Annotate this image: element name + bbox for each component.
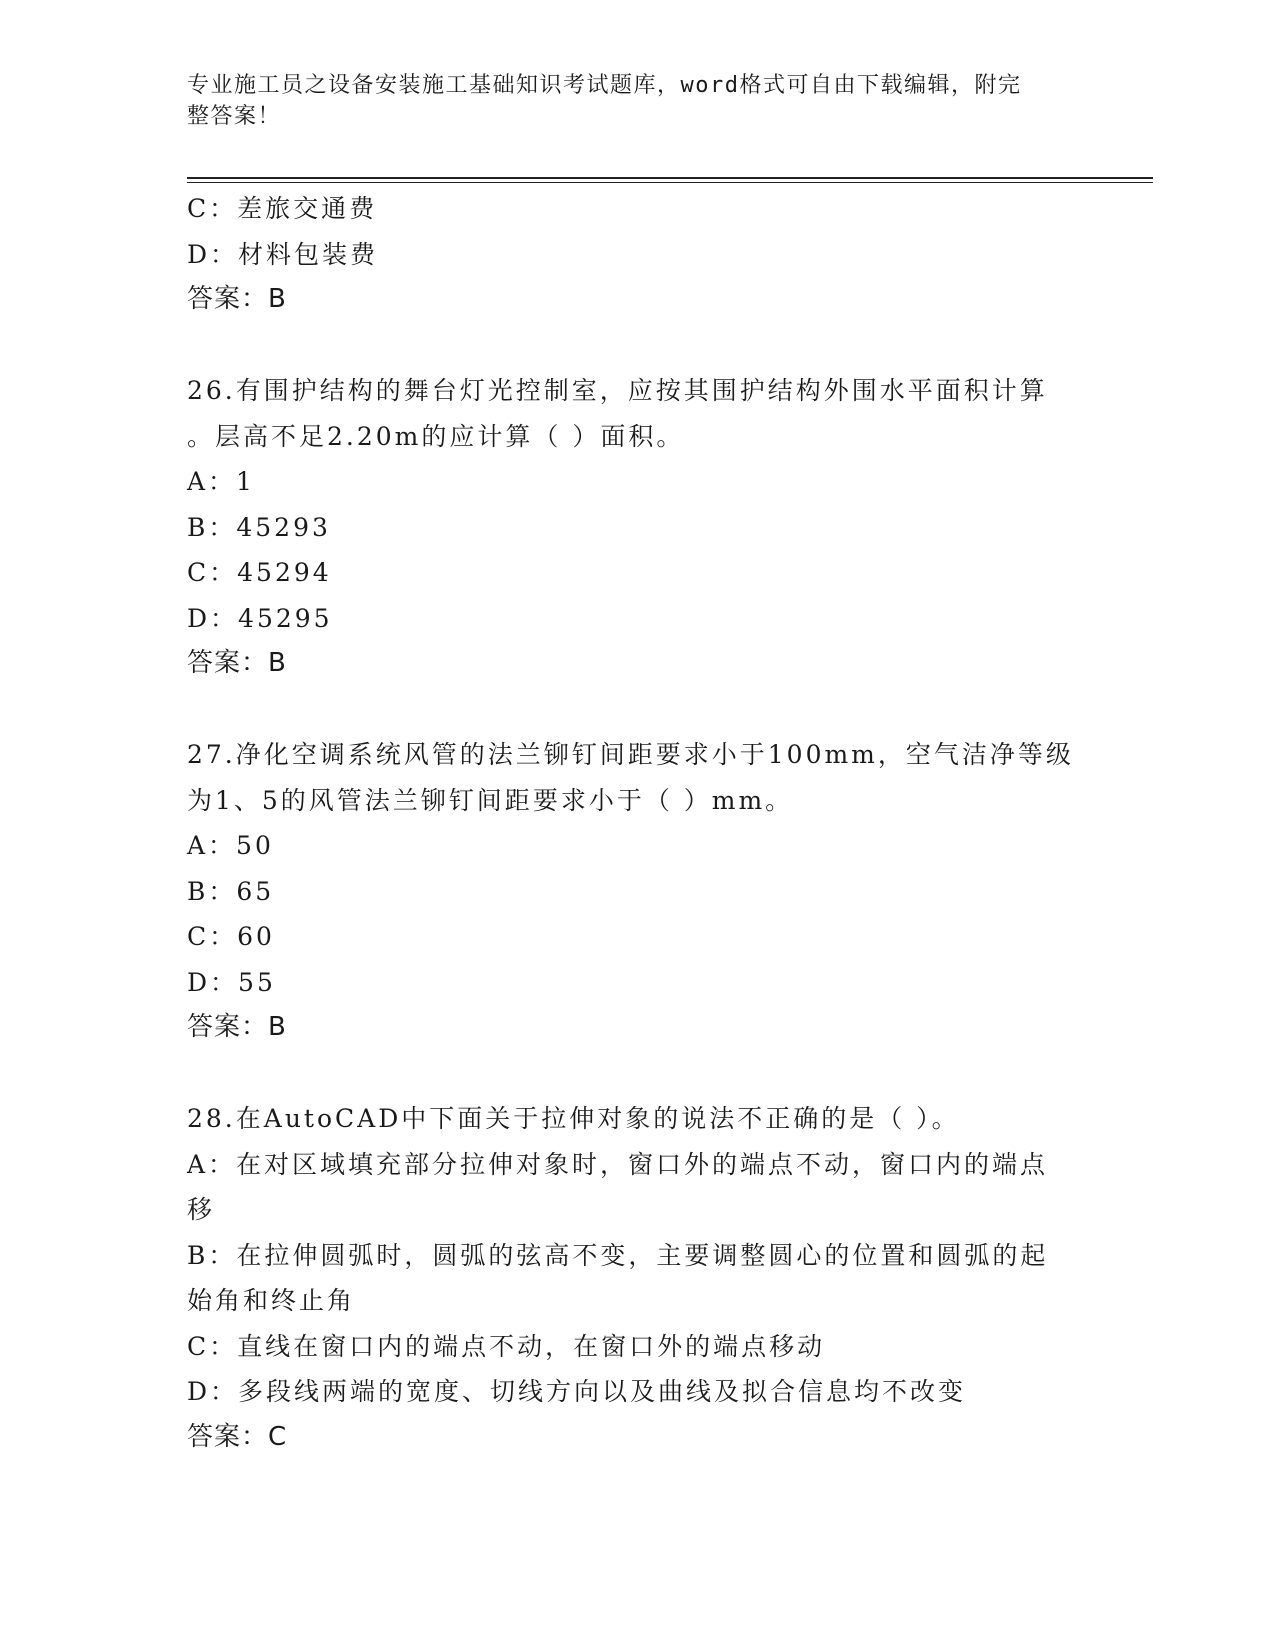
option-a-continued: 移	[187, 1195, 216, 1224]
header-divider-thin	[187, 182, 1153, 183]
question-26	[187, 368, 1087, 687]
option-a: A：50	[187, 831, 274, 860]
option-a: A：在对区域填充部分拉伸对象时，窗口外的端点不动，窗口内的端点	[187, 1149, 1049, 1179]
answer-line: 答案：B	[187, 648, 287, 678]
answer-line: 答案：B	[187, 284, 287, 314]
option-d: D：55	[187, 967, 276, 997]
header-divider-thick	[187, 177, 1153, 179]
answer-line: 答案：B	[187, 1012, 287, 1042]
spacer	[187, 1051, 1087, 1097]
answer-line: 答案：C	[187, 1421, 288, 1452]
question-stem-line-2: 。层高不足2.20m的应计算（ ）面积。	[187, 421, 685, 451]
spacer	[187, 687, 1087, 733]
option-c: C：直线在窗口内的端点不动，在窗口外的端点移动	[187, 1331, 826, 1361]
option-a: A：1	[187, 467, 255, 496]
option-b: B：在拉伸圆弧时，圆弧的弦高不变，主要调整圆心的位置和圆弧的起	[187, 1240, 1049, 1270]
header-title-line-1: 专业施工员之设备安装施工基础知识考试题库，word格式可自由下载编辑，附完	[187, 73, 1022, 98]
question-28	[187, 1096, 1087, 1460]
option-d: D：45295	[187, 603, 333, 633]
question-stem-line-1: 26.有围护结构的舞台灯光控制室，应按其围护结构外围水平面积计算	[187, 376, 1048, 405]
question-stem-line-2: 为1、5的风管法兰铆钉间距要求小于（ ）mm。	[187, 785, 794, 815]
document-header	[187, 70, 1067, 132]
option-b: B：45293	[187, 512, 331, 542]
spacer	[187, 323, 1087, 369]
option-c: C：45294	[187, 558, 332, 587]
question-27	[187, 732, 1087, 1051]
question-25-continued	[187, 186, 1087, 323]
document-body	[187, 186, 1087, 1460]
question-stem-line-1: 28.在AutoCAD中下面关于拉伸对象的说法不正确的是（ ）。	[187, 1104, 960, 1133]
option-c: C：差旅交通费	[187, 194, 378, 223]
option-b-continued: 始角和终止角	[187, 1286, 356, 1315]
header-title-line-2: 整答案！	[187, 104, 282, 129]
option-d: D：材料包装费	[187, 239, 379, 269]
option-d: D：多段线两端的宽度、切线方向以及曲线及拟合信息均不改变	[187, 1377, 967, 1406]
option-b: B：65	[187, 876, 275, 906]
option-c: C：60	[187, 922, 275, 951]
question-stem-line-1: 27.净化空调系统风管的法兰铆钉间距要求小于100mm，空气洁净等级	[187, 740, 1074, 769]
